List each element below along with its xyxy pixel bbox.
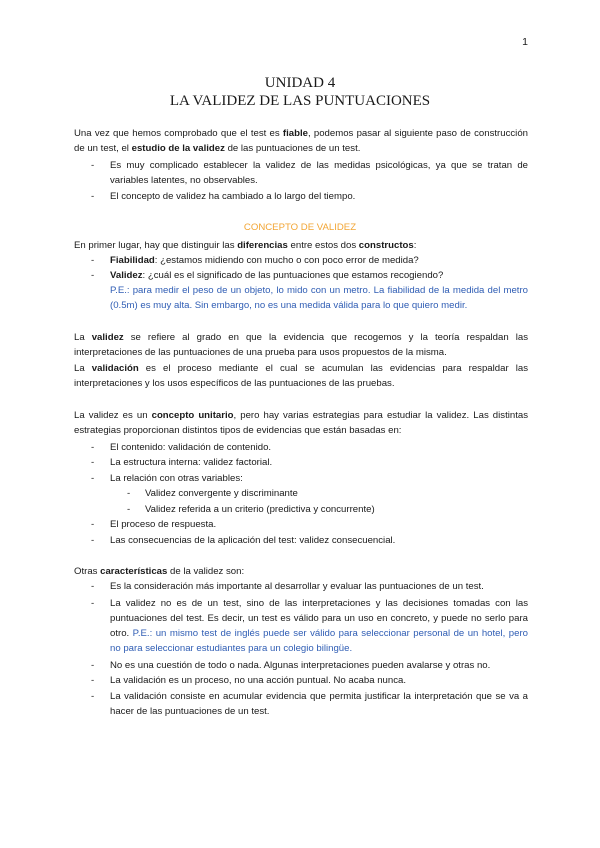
bullet-dash: - — [91, 255, 95, 266]
intro-bullet-2: El concepto de validez ha cambiado a lo largo del tiempo. — [110, 191, 356, 202]
def-bold-validez: validez — [91, 332, 124, 343]
bullet-dash: - — [91, 660, 95, 671]
evidence-item: El contenido: validación de contenido. — [110, 442, 272, 453]
bullet-dash: - — [91, 691, 95, 702]
evidence-item: La estructura interna: validez factorial. — [110, 457, 273, 468]
intro-bullet-1: Es muy complicado establecer la validez de las medidas psicológicas, ya que se tratan de variables latentes, no observables. — [110, 160, 528, 186]
page-number: 1 — [522, 36, 528, 48]
sub-bullet-dash: - — [127, 488, 131, 499]
bullet-dash: - — [91, 442, 95, 453]
concept-bold-constructos: constructos — [358, 240, 414, 251]
bullet-dash: - — [91, 160, 95, 171]
others-text: Otras — [74, 566, 101, 577]
concept-text: entre estos dos — [287, 240, 359, 251]
evidence-subitem: Validez referida a un criterio (predictiva y concurrente) — [145, 504, 375, 515]
def-text: La — [74, 363, 92, 374]
unit-title: UNIDAD 4 — [264, 75, 336, 91]
bullet-dash: - — [91, 270, 95, 281]
validez-item — [110, 268, 528, 283]
def-text: es el proceso mediante el cual se acumulan las evidencias para respaldar las interpretaciones y los usos específicos de las puntuaciones de las pruebas. — [74, 363, 529, 389]
example-metro: P.E.: para medir el peso de un objeto, lo mido con un metro. La fiabilidad de la medida del metro (0.5m) es muy alta. Sin embargo, no es una medida válida para lo que quiero medir. — [110, 285, 528, 311]
bullet-dash: - — [91, 457, 95, 468]
intro-bold-fiable: fiable — [282, 128, 308, 139]
example-ingles: P.E.: un mismo test de inglés puede ser válido para seleccionar personal de un hotel, pero no para seleccionar estudiantes para un colegio bilingüe. — [110, 628, 528, 654]
concept-bold-diferencias: diferencias — [237, 240, 288, 251]
unitary-text: La validez es un — [74, 410, 152, 421]
others-text: de la validez son: — [167, 566, 245, 577]
others-item-1: Es la consideración más importante al desarrollar y evaluar las puntuaciones de un test. — [110, 581, 484, 592]
def-text: La — [74, 332, 92, 343]
evidence-item: Las consecuencias de la aplicación del test: validez consecuencial. — [110, 535, 396, 546]
validez-text: : ¿cuál es el significado de las puntuaciones que estamos recogiendo? — [142, 270, 444, 281]
bullet-dash: - — [91, 675, 95, 686]
definition-validacion — [74, 361, 528, 391]
others-item-5: La validación consiste en acumular evidencia que permita justificar la interpretación que se va a hacer de las puntuaciones de un test. — [110, 691, 528, 717]
section-heading: CONCEPTO DE VALIDEZ — [243, 222, 357, 233]
intro-paragraph — [74, 126, 528, 156]
others-item-4: La validación es un proceso, no una acción puntual. No acaba nunca. — [110, 675, 407, 686]
intro-bold-estudio: estudio de la validez — [131, 143, 225, 154]
sub-bullet-dash: - — [127, 504, 131, 515]
concept-lead — [74, 238, 528, 253]
def-text: se refiere al grado en que la evidencia que recogemos y la teoría respaldan las interpretaciones de las puntuaciones de una prueba para usos propuestos de la misma. — [74, 332, 528, 358]
others-bold: características — [100, 566, 168, 577]
unitary-text: , pero hay varias estrategias para estudiar la validez. Las distintas estrategias proporcionan distintos tipos de evidencias que están basadas en: — [74, 410, 529, 436]
concept-text: En primer lugar, hay que distinguir las — [74, 240, 238, 251]
others-lead — [74, 564, 528, 579]
bullet-dash: - — [91, 598, 95, 609]
definition-validez — [74, 330, 528, 360]
bullet-dash: - — [91, 191, 95, 202]
intro-text: de las puntuaciones de un test. — [224, 143, 361, 154]
bullet-dash: - — [91, 473, 95, 484]
evidence-item: La relación con otras variables: — [110, 473, 243, 484]
fiabilidad-item — [110, 253, 528, 268]
bullet-dash: - — [91, 519, 95, 530]
def-bold-validacion: validación — [91, 363, 139, 374]
unitary-bold: concepto unitario — [151, 410, 234, 421]
unit-subtitle: LA VALIDEZ DE LAS PUNTUACIONES — [169, 93, 431, 109]
evidence-subitem: Validez convergente y discriminante — [145, 488, 298, 499]
others-item-3: No es una cuestión de todo o nada. Algunas interpretaciones pueden avalarse y otras no. — [110, 660, 491, 671]
intro-text: , podemos pasar al siguiente paso de construcción de un test, el — [74, 128, 528, 154]
others-item-2-text: La validez no es de un test, sino de las interpretaciones y las decisiones tomadas con las puntuaciones del test. Es decir, un test es válido para un uso en concreto, y puede no serlo para otro. — [110, 598, 528, 639]
fiabilidad-label: Fiabilidad — [110, 255, 155, 266]
unitary-paragraph — [74, 408, 528, 438]
fiabilidad-text: : ¿estamos midiendo con mucho o con poco error de medida? — [154, 255, 419, 266]
intro-text: Una vez que hemos comprobado que el test es — [74, 128, 283, 139]
bullet-dash: - — [91, 581, 95, 592]
bullet-dash: - — [91, 535, 95, 546]
others-item-2 — [110, 596, 528, 656]
validez-label: Validez — [110, 270, 143, 281]
concept-text: : — [413, 240, 417, 251]
evidence-item: El proceso de respuesta. — [110, 519, 217, 530]
